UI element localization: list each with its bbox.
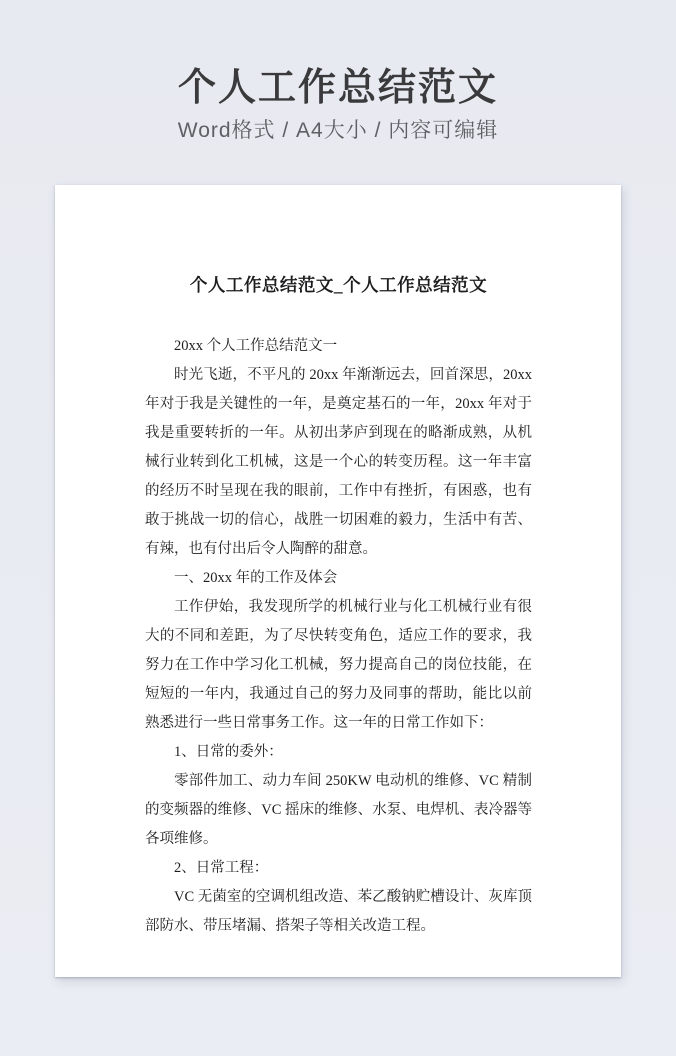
document-title: 个人工作总结范文_个人工作总结范文	[189, 275, 488, 295]
document-content	[55, 185, 621, 977]
document-paragraph: 20xx 个人工作总结范文一	[174, 338, 338, 354]
document-paragraph: 工作伊始，我发现所学的机械行业与化工机械行业有很大的不同和差距，为了尽快转变角色，适应工作的要求，我努力在工作中学习化工机械，努力提高自己的岗位技能，在短短的一年内，我通过自己的努力及同事的帮助，能比以前熟悉进行一些日常事务工作。这一年的日常工作如下：	[145, 599, 532, 731]
header-title: 个人工作总结范文	[177, 67, 498, 109]
document-paragraph: 一、20xx 年的工作及体会	[174, 570, 338, 586]
document-paragraph: 2、日常工程：	[174, 860, 269, 876]
document-paragraph: VC 无菌室的空调机组改造、苯乙酸钠贮槽设计、灰库顶部防水、带压堵漏、搭架子等相关改造工程。	[145, 889, 532, 934]
document-page	[55, 185, 621, 977]
header-subtitle: Word格式 / A4大小 / 内容可编辑	[177, 119, 499, 142]
document-paragraph: 零部件加工、动力车间 250KW 电动机的维修、VC 精制的变频器的维修、VC 摇床的维修、水泵、电焊机、表冷器等各项维修。	[145, 773, 532, 847]
header-banner	[0, 0, 676, 185]
document-body	[145, 332, 532, 941]
document-paragraph: 时光飞逝，不平凡的 20xx 年渐渐远去，回首深思，20xx 年对于我是关键性的一年，是奠定基石的一年，20xx 年对于我是重要转折的一年。从初出茅庐到现在的略渐成熟，从机械行业转到化工机械，这是一个心的转变历程。这一年丰富的经历不时呈现在我的眼前，工作中有挫折，有困惑，也有敢于挑战一切的信心，战胜一切困难的毅力，生活中有苦、有辣，也有付出后令人陶醉的甜意。	[145, 367, 532, 557]
document-paragraph: 1、日常的委外：	[174, 744, 283, 760]
